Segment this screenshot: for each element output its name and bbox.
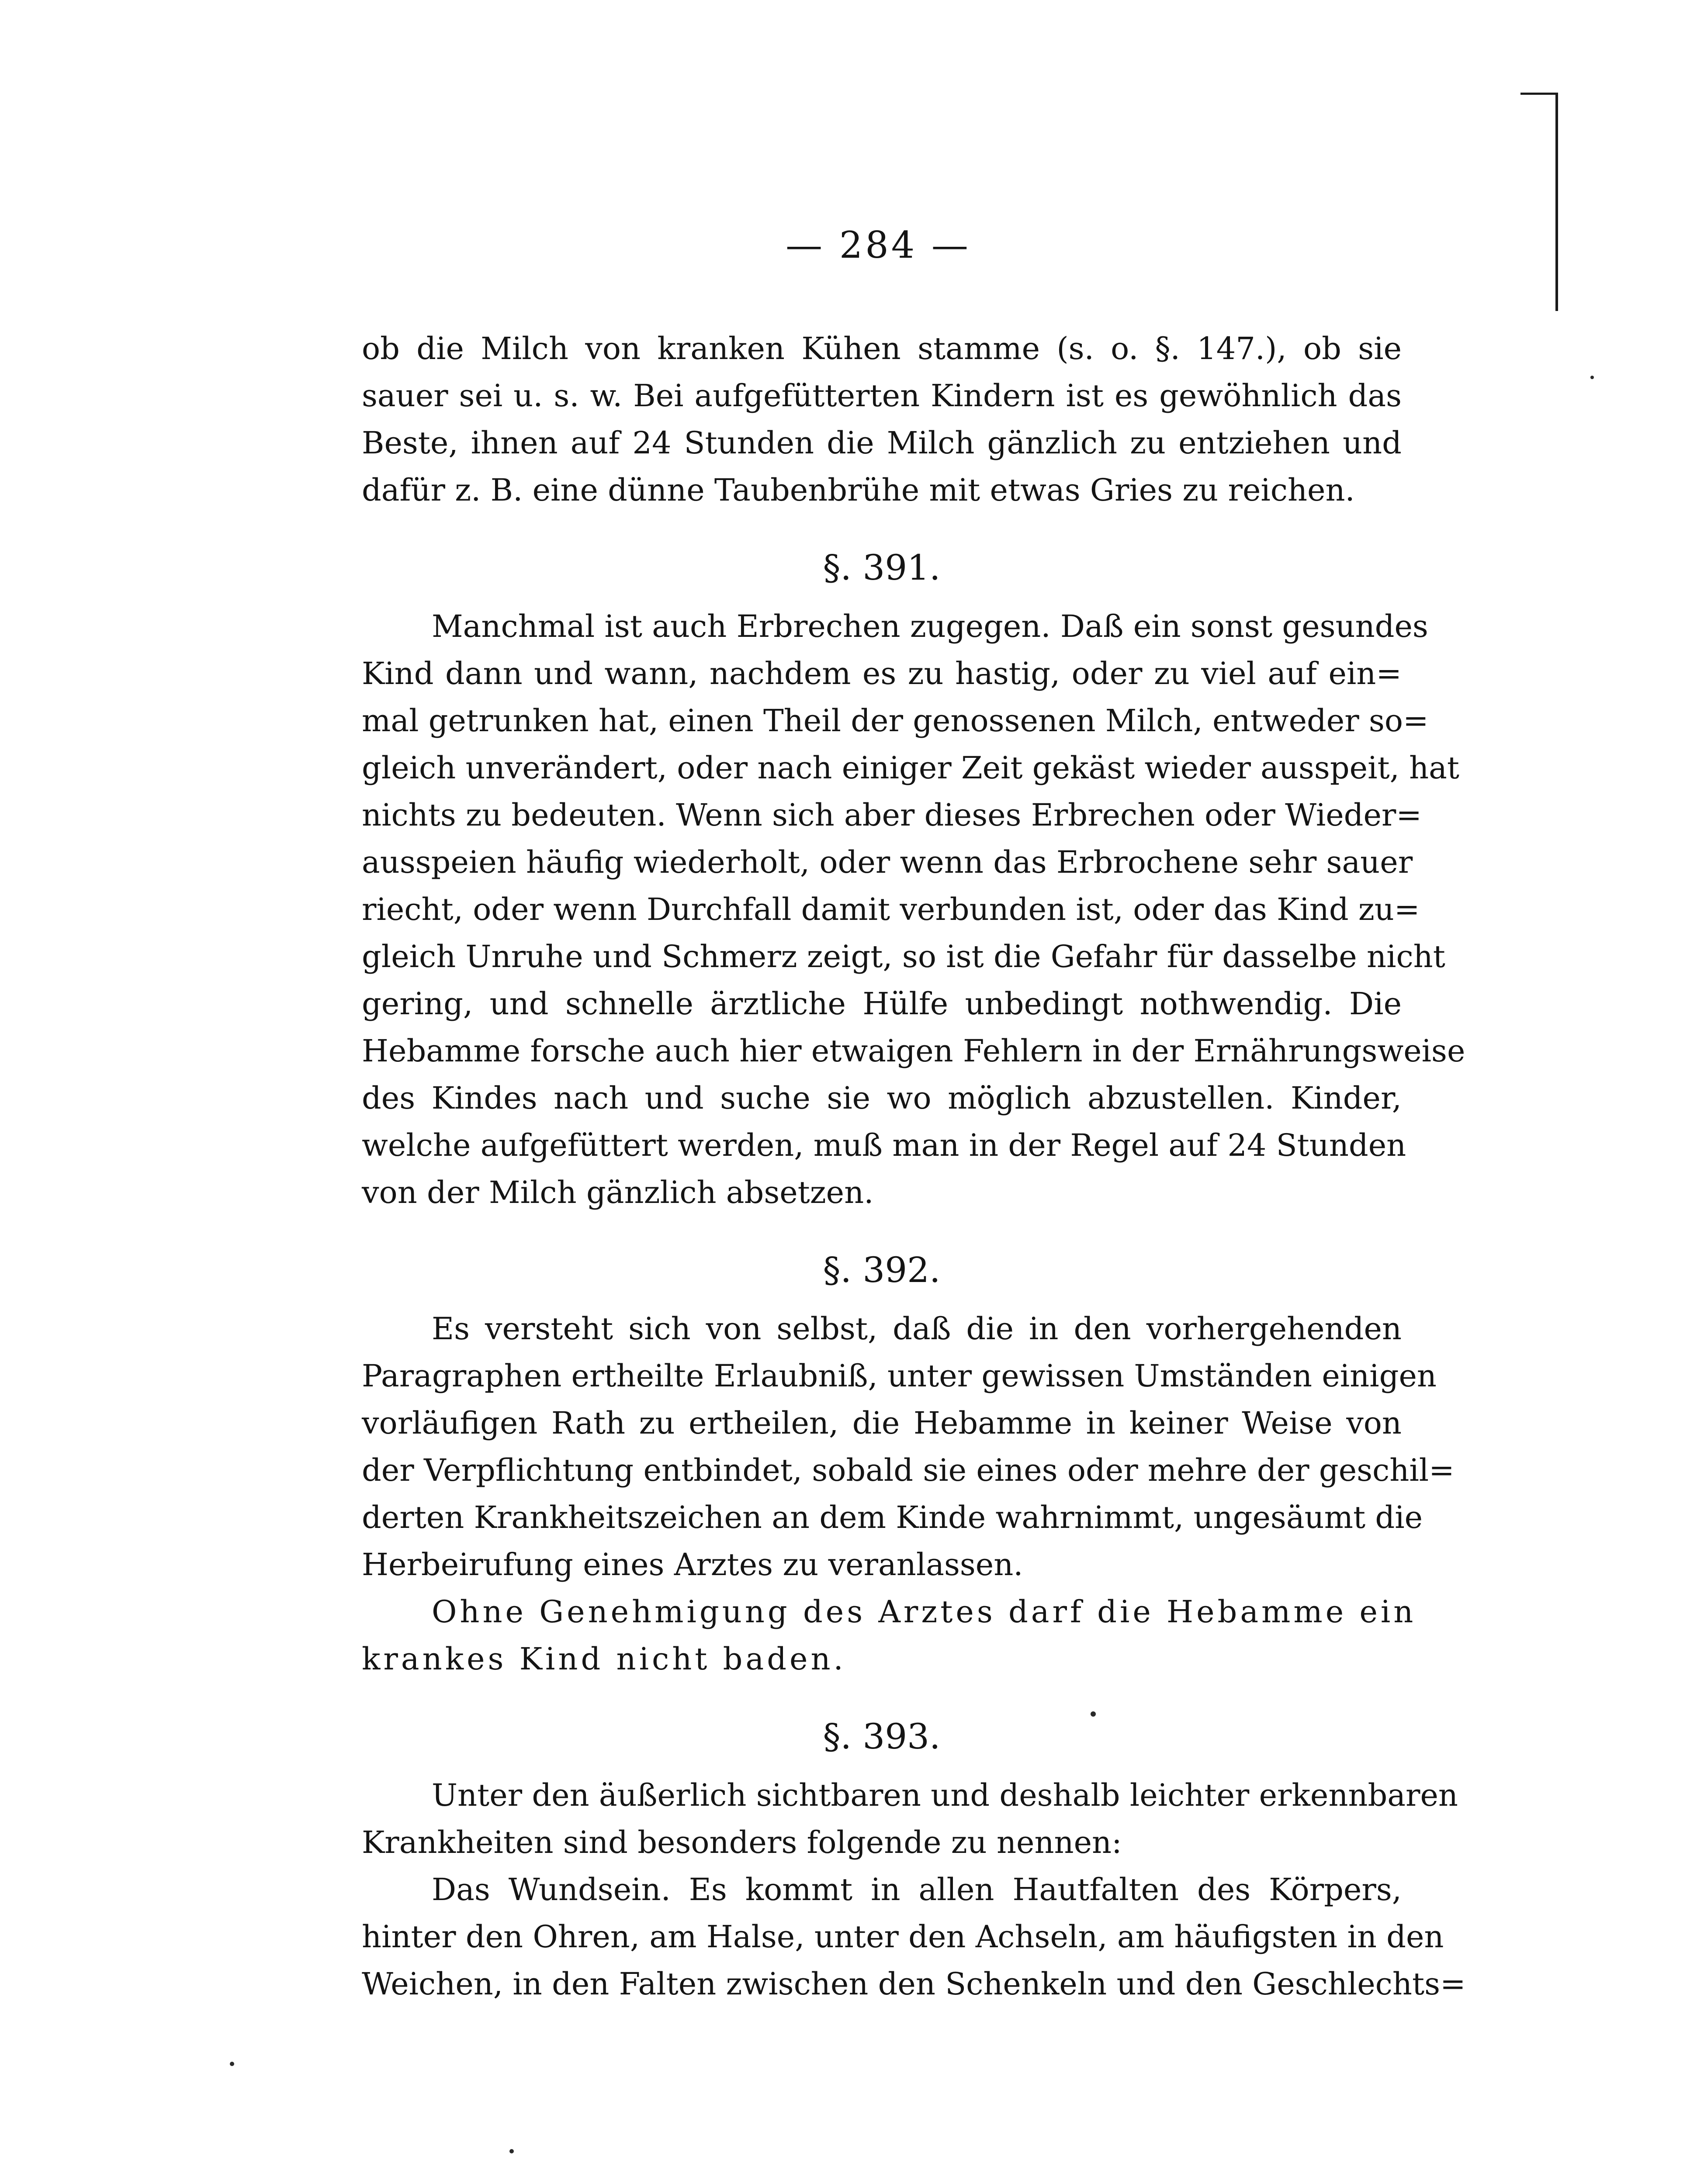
scan-speck (1590, 376, 1594, 379)
text-line: ausspeien häufig wiederholt, oder wenn das Erbrochene sehr sauer (362, 844, 1413, 880)
text-line: Beste, ihnen auf 24 Stunden die Milch gänzlich zu entziehen und (362, 425, 1402, 461)
text-line: Paragraphen ertheilte Erlaubniß, unter gewissen Umständen einigen (362, 1358, 1437, 1394)
text-line: dafür z. B. eine dünne Taubenbrühe mit etwas Gries zu reichen. (362, 472, 1355, 508)
text-line: des Kindes nach und suche sie wo möglich abzustellen. Kinder, (362, 1080, 1402, 1116)
text-line: Krankheiten sind besonders folgende zu nennen: (362, 1825, 1122, 1860)
text-line: Das Wundsein. Es kommt in allen Hautfalten des Körpers, (432, 1872, 1402, 1908)
text-line: hinter den Ohren, am Halse, unter den Achseln, am häufigsten in den (362, 1919, 1444, 1955)
page-number: — 284 — (786, 224, 971, 266)
text-line: Herbeirufung eines Arztes zu veranlassen. (362, 1547, 1023, 1583)
text-line: Kind dann und wann, nachdem es zu hastig, oder zu viel auf ein= (362, 656, 1402, 691)
text-line: nichts zu bedeuten. Wenn sich aber dieses Erbrechen oder Wieder= (362, 797, 1422, 833)
text-line: vorläufigen Rath zu ertheilen, die Hebamme in keiner Weise von (362, 1405, 1402, 1441)
text-line: welche aufgefüttert werden, muß man in der Regel auf 24 Stunden (362, 1127, 1406, 1163)
section-heading: §. 391. (823, 547, 941, 588)
scan-speck (230, 2062, 234, 2066)
scan-edge-tick (1520, 93, 1557, 95)
section-heading: §. 393. (823, 1716, 941, 1757)
text-line: der Verpflichtung entbindet, sobald sie eines oder mehre der geschil= (362, 1452, 1455, 1488)
text-line: gleich Unruhe und Schmerz zeigt, so ist die Gefahr für dasselbe nicht (362, 939, 1445, 975)
text-line: mal getrunken hat, einen Theil der genossenen Milch, entweder so= (362, 703, 1429, 739)
text-line: Hebamme forsche auch hier etwaigen Fehlern in der Ernährungsweise (362, 1033, 1465, 1069)
section-heading: §. 392. (823, 1250, 941, 1290)
text-line: Weichen, in den Falten zwischen den Schenkeln und den Geschlechts= (362, 1966, 1466, 2002)
text-line: gering, und schnelle ärztliche Hülfe unbedingt nothwendig. Die (362, 986, 1402, 1022)
text-line: Es versteht sich von selbst, daß die in den vorhergehenden (432, 1311, 1402, 1347)
text-line: sauer sei u. s. w. Bei aufgefütterten Kindern ist es gewöhnlich das (362, 378, 1402, 414)
emphasis-line: Ohne Genehmigung des Arztes darf die Hebamme ein (432, 1594, 1417, 1630)
text-line: Unter den äußerlich sichtbaren und deshalb leichter erkennbaren (432, 1777, 1458, 1813)
scan-speck (509, 2149, 514, 2153)
text-line: ob die Milch von kranken Kühen stamme (s. o. §. 147.), ob sie (362, 331, 1402, 366)
emphasis-line: krankes Kind nicht baden. (362, 1641, 846, 1677)
scan-edge-mark (1555, 93, 1558, 311)
text-line: riecht, oder wenn Durchfall damit verbunden ist, oder das Kind zu= (362, 892, 1420, 927)
text-line: gleich unverändert, oder nach einiger Zeit gekäst wieder ausspeit, hat (362, 750, 1460, 786)
text-line: derten Krankheitszeichen an dem Kinde wahrnimmt, ungesäumt die (362, 1500, 1423, 1535)
text-line: von der Milch gänzlich absetzen. (362, 1175, 874, 1210)
page-body (362, 325, 1466, 2008)
text-line: Manchmal ist auch Erbrechen zugegen. Daß ein sonst gesundes (432, 608, 1428, 644)
